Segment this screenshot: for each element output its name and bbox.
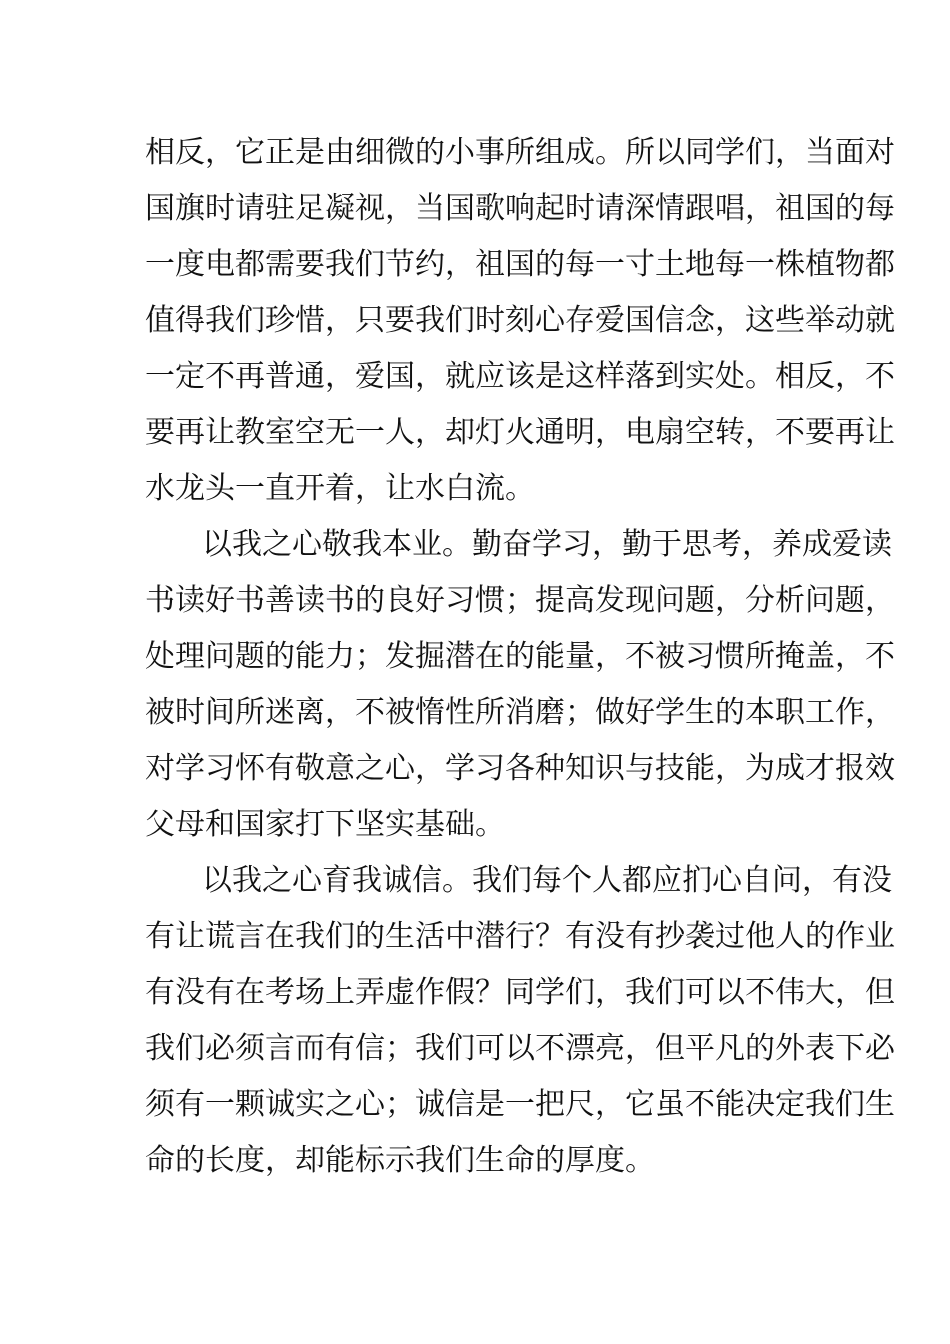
text-line: 一度电都需要我们节约，祖国的每一寸土地每一株植物都 [145,247,895,282]
text-line: 国旗时请驻足凝视，当国歌响起时请深情跟唱，祖国的每 [145,191,895,226]
text-line: 值得我们珍惜，只要我们时刻心存爱国信念，这些举动就 [145,303,895,338]
text-line: 一定不再普通，爱国，就应该是这样落到实处。相反，不 [145,359,895,394]
text-line: 父母和国家打下坚实基础。 [145,807,505,842]
text-line: 书读好书善读书的良好习惯；提高发现问题，分析问题， [145,583,895,618]
text-line: 有让谎言在我们的生活中潜行？有没有抄袭过他人的作业 [145,919,895,954]
text-line: 相反，它正是由细微的小事所组成。所以同学们，当面对 [145,135,895,170]
text-line: 须有一颗诚实之心；诚信是一把尺，它虽不能决定我们生 [145,1087,895,1122]
text-line: 以我之心育我诚信。我们每个人都应扪心自问，有没 [202,863,892,898]
text-line: 对学习怀有敬意之心，学习各种知识与技能，为成才报效 [145,751,895,786]
text-line: 要再让教室空无一人，却灯火通明，电扇空转，不要再让 [145,415,895,450]
text-line: 我们必须言而有信；我们可以不漂亮，但平凡的外表下必 [145,1031,895,1066]
text-line: 命的长度，却能标示我们生命的厚度。 [145,1143,655,1178]
text-line: 有没有在考场上弄虚作假？同学们，我们可以不伟大，但 [145,975,895,1010]
text-line: 被时间所迷离，不被惰性所消磨；做好学生的本职工作， [145,695,895,730]
text-line: 处理问题的能力；发掘潜在的能量，不被习惯所掩盖，不 [145,639,895,674]
text-line: 水龙头一直开着，让水白流。 [145,471,535,506]
text-line: 以我之心敬我本业。勤奋学习，勤于思考，养成爱读 [202,527,892,562]
